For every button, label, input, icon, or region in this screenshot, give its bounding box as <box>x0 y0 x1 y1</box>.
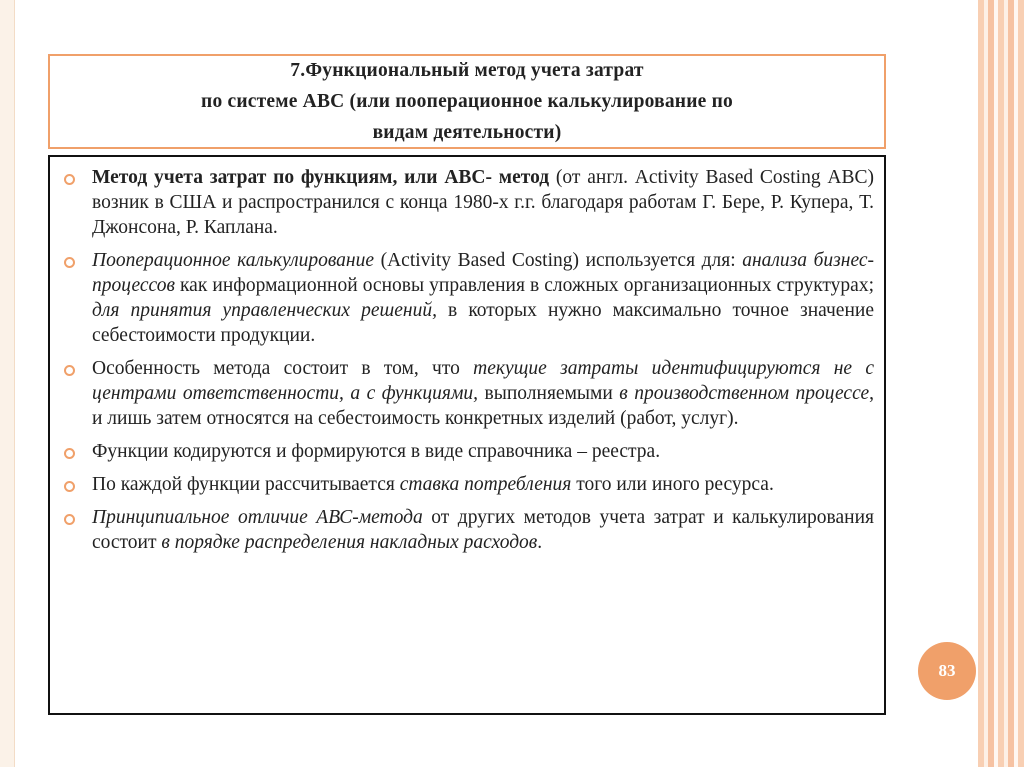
text-regular: (Activity Based Costing) используется для: <box>374 250 743 271</box>
text-regular: . <box>537 532 543 553</box>
text-regular: По каждой функции рассчитывается <box>92 474 400 495</box>
left-frame-strip <box>0 0 15 767</box>
text-regular: Функции кодируются и формируются в виде справочника – реестра. <box>92 441 661 462</box>
slide-title-box <box>48 54 886 149</box>
text-regular: Особенность метода состоит в том, что <box>92 358 474 379</box>
bullet-item-consumption-rate <box>92 472 874 497</box>
content-box <box>48 155 886 715</box>
circle-bullet-icon <box>64 365 75 376</box>
abc-method-text: (от англ. Activity Based Costing АВС) возник в США и распространился с конца 1980-х г.г. благодаря работам Г. Бере, Р. Купера, Т. Джонсона, Р. Каплана. <box>92 167 874 238</box>
bullet-item-principal-difference <box>92 505 874 555</box>
text-regular: в которых нужно максимально точное значение себестоимости продукции. <box>92 300 874 346</box>
text-regular: от других методов учета затрат и калькулирования состоит <box>92 507 874 553</box>
abc-method-term: Метод учета затрат по функциям, или АВС- метод <box>92 167 550 188</box>
slide-title <box>201 55 733 148</box>
text-regular: , и лишь затем относятся на себестоимость конкретных изделий (работ, услуг). <box>92 383 875 429</box>
text-italic: для принятия управленческих решений, <box>92 300 437 321</box>
page-number-badge <box>918 642 976 700</box>
text-italic: в производственном процессе <box>619 383 870 404</box>
text-italic: ставка потребления <box>399 474 572 495</box>
text-regular: того или иного ресурса. <box>571 474 774 495</box>
text-italic: в порядке распределения накладных расходов <box>161 532 538 553</box>
text-regular: выполняемыми <box>478 383 620 404</box>
title-line-3: видам деятельности) <box>372 122 562 143</box>
bullet-item-abc-method <box>92 165 874 240</box>
page-number: 83 <box>938 661 956 680</box>
text-italic: анализа бизнес-процессов <box>92 250 875 296</box>
text-italic: текущие затраты идентифицируются не с центрами ответственности, а с функциями, <box>92 358 874 404</box>
circle-bullet-icon <box>64 257 75 268</box>
title-line-1: 7.Функциональный метод учета затрат <box>290 60 644 81</box>
circle-bullet-icon <box>64 514 75 525</box>
text-regular: как информационной основы управления в сложных организационных структурах; <box>174 275 874 296</box>
text-italic: Принципиальное отличие АВС-метода <box>92 507 423 528</box>
bullet-list <box>50 157 884 555</box>
right-decorative-stripes <box>978 0 1024 767</box>
circle-bullet-icon <box>64 174 75 185</box>
title-line-2: по системе АВС (или пооперационное калькулирование по <box>201 91 733 112</box>
bullet-item-activity-costing <box>92 248 874 348</box>
bullet-item-method-feature <box>92 356 874 431</box>
circle-bullet-icon <box>64 481 75 492</box>
text-italic: Пооперационное калькулирование <box>92 250 375 271</box>
bullet-item-functions-registry <box>92 439 874 464</box>
circle-bullet-icon <box>64 448 75 459</box>
